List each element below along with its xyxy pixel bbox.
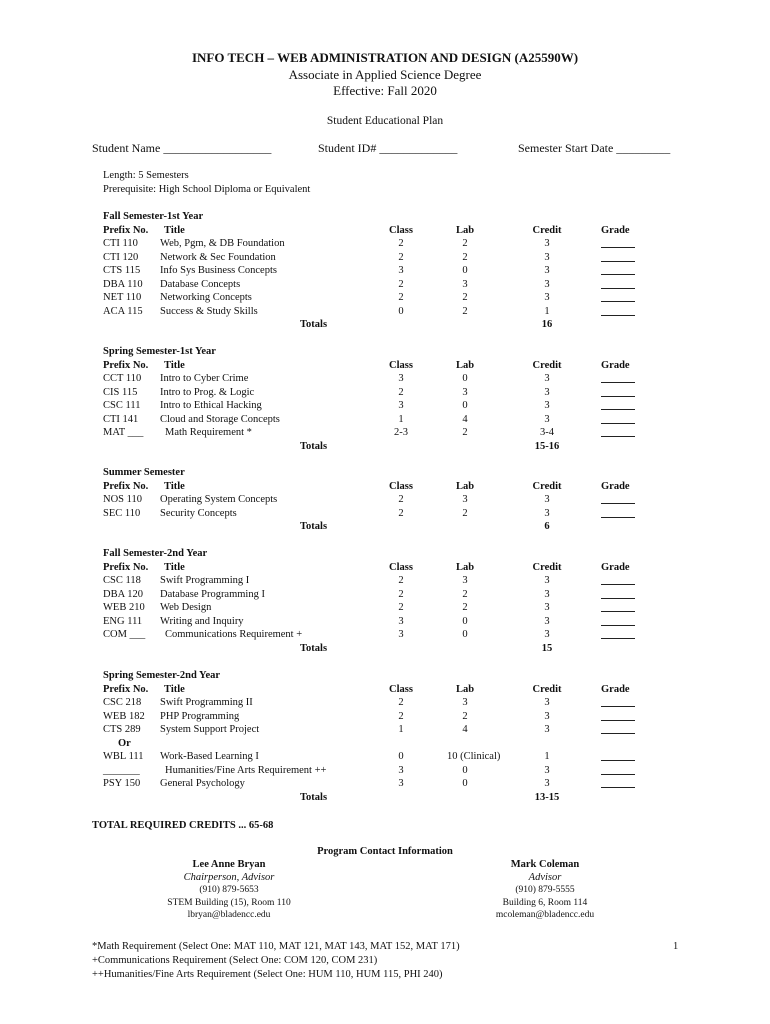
document-title: INFO TECH – WEB ADMINISTRATION AND DESIGN (A25590W): [191, 50, 579, 65]
course-prefix: DBA 120: [103, 588, 143, 600]
course-class-hours: 2: [398, 251, 404, 263]
column-header-row: [0, 562, 770, 576]
col-title-header: Title: [164, 480, 185, 492]
program-length: Length: 5 Semesters: [103, 170, 189, 181]
course-class-hours: 2: [398, 575, 404, 586]
course-prefix: CTS 289: [103, 724, 141, 735]
col-credit-header: Credit: [532, 683, 562, 695]
col-grade-header: Grade: [601, 224, 630, 236]
col-title-header: Title: [164, 359, 185, 371]
course-row: [0, 400, 770, 414]
course-class-hours: 2: [398, 588, 404, 600]
grade-blank: [601, 427, 635, 440]
course-lab-hours: 0: [462, 764, 468, 776]
or-separator-row: [0, 738, 770, 752]
totals-row: [0, 643, 770, 657]
col-grade-header: Grade: [601, 480, 630, 492]
course-credits: 3: [544, 251, 550, 263]
footnote-humanities: ++Humanities/Fine Arts Requirement (Select One: HUM 110, HUM 115, PHI 240): [92, 969, 443, 980]
totals-label: Totals: [300, 521, 328, 532]
course-credits: 1: [544, 305, 550, 317]
footnote-communications: +Communications Requirement (Select One: COM 120, COM 231): [92, 955, 378, 966]
totals-row: [0, 441, 770, 455]
course-title: Success & Study Skills: [160, 305, 258, 317]
course-prefix: WEB 182: [103, 710, 145, 722]
course-lab-hours: 2: [462, 305, 468, 317]
grade-line: [601, 252, 635, 262]
contact-phone: (910) 879-5653: [199, 885, 259, 895]
course-class-hours: 1: [398, 724, 404, 735]
course-title: System Support Project: [160, 724, 260, 735]
course-class-hours: 2: [398, 494, 404, 505]
course-class-hours: 3: [398, 400, 404, 411]
course-class-hours: 2: [398, 602, 404, 613]
course-lab-hours: 0: [462, 778, 468, 789]
totals-row: [0, 319, 770, 333]
grade-line: [601, 575, 635, 585]
grade-line: [601, 373, 635, 383]
grade-line: [601, 279, 635, 289]
course-title: PHP Programming: [160, 710, 240, 722]
grade-blank: [601, 494, 635, 507]
course-lab-hours: 2: [462, 507, 468, 519]
course-lab-hours: 0: [462, 400, 468, 411]
course-class-hours: 2: [398, 292, 404, 303]
semester-total-credits: 16: [541, 319, 553, 330]
course-lab-hours: 3: [462, 278, 468, 290]
course-class-hours: 2: [398, 507, 404, 519]
course-title: Web, Pgm, & DB Foundation: [160, 238, 285, 249]
course-lab-hours: 3: [462, 386, 468, 398]
semester-title: Spring Semester-2nd Year: [103, 670, 221, 681]
grade-blank: [601, 765, 635, 778]
grade-blank: [601, 629, 635, 642]
course-class-hours: 3: [398, 373, 404, 384]
course-credits: 1: [544, 751, 550, 762]
col-prefix-header: Prefix No.: [103, 683, 149, 695]
course-lab-hours: 2: [462, 710, 468, 722]
col-prefix-header: Prefix No.: [103, 359, 149, 371]
course-title: Swift Programming II: [160, 697, 253, 708]
grade-blank: [601, 724, 635, 737]
col-title-header: Title: [164, 561, 185, 573]
course-lab-hours: 0: [462, 629, 468, 640]
course-prefix: COM ___: [103, 629, 146, 640]
col-grade-header: Grade: [601, 561, 630, 573]
course-lab-hours: 10 (Clinical): [447, 751, 501, 762]
course-lab-hours: 0: [462, 615, 468, 627]
grade-line: [601, 629, 635, 639]
degree-subtitle: Associate in Applied Science Degree: [288, 67, 482, 82]
col-lab-header: Lab: [455, 561, 475, 573]
course-row: [0, 387, 770, 401]
grade-blank: [601, 616, 635, 629]
course-row: [0, 252, 770, 266]
course-row: [0, 238, 770, 252]
effective-date: Effective: Fall 2020: [333, 83, 437, 98]
semester-title: Spring Semester-1st Year: [103, 346, 216, 357]
course-credits: 3: [544, 764, 550, 776]
totals-row: [0, 521, 770, 535]
course-row: [0, 697, 770, 711]
course-credits: 3: [544, 265, 550, 276]
semester-title-row: [0, 211, 770, 225]
course-prefix: ACA 115: [103, 305, 143, 317]
course-credits: 3: [544, 778, 550, 789]
semester-title-row: [0, 346, 770, 360]
semester-block: [0, 670, 770, 810]
grade-line: [601, 589, 635, 599]
course-row: [0, 616, 770, 630]
col-title-header: Title: [164, 224, 185, 236]
semester-total-credits: 15-16: [534, 440, 560, 452]
contact-name: Mark Coleman: [510, 859, 580, 870]
course-lab-hours: 4: [462, 724, 468, 735]
col-grade-header: Grade: [601, 683, 630, 695]
course-prefix: MAT ___: [103, 427, 144, 438]
grade-blank: [601, 252, 635, 265]
grade-blank: [601, 400, 635, 413]
col-lab-header: Lab: [455, 480, 475, 492]
grade-blank: [601, 697, 635, 710]
course-credits: 3: [544, 724, 550, 735]
course-credits: 3: [544, 507, 550, 519]
grade-blank: [601, 265, 635, 278]
course-lab-hours: 2: [462, 292, 468, 303]
course-lab-hours: 3: [462, 494, 468, 505]
grade-blank: [601, 711, 635, 724]
footnote-math: *Math Requirement (Select One: MAT 110, MAT 121, MAT 143, MAT 152, MAT 171): [92, 941, 460, 952]
course-row: [0, 265, 770, 279]
course-credits: 3: [544, 494, 550, 505]
semester-block: [0, 548, 770, 688]
course-row: [0, 427, 770, 441]
course-title: Intro to Prog. & Logic: [160, 386, 255, 398]
course-lab-hours: 2: [462, 238, 468, 249]
plan-heading: Student Educational Plan: [326, 115, 444, 127]
course-lab-hours: 2: [462, 588, 468, 600]
contact-email: lbryan@bladencc.edu: [187, 910, 271, 920]
course-row: [0, 494, 770, 508]
col-class-header: Class: [389, 359, 413, 371]
course-row: [0, 292, 770, 306]
col-prefix-header: Prefix No.: [103, 224, 149, 236]
col-title-header: Title: [164, 683, 185, 695]
semester-block: [0, 211, 770, 351]
course-prefix: CCT 110: [103, 373, 142, 384]
col-credit-header: Credit: [532, 480, 562, 492]
course-class-hours: 2: [398, 238, 404, 249]
course-class-hours: 1: [398, 413, 404, 425]
course-title: Info Sys Business Concepts: [160, 265, 277, 276]
contact-office: Building 6, Room 114: [502, 897, 588, 908]
semester-title-row: [0, 467, 770, 481]
grade-line: [601, 292, 635, 302]
course-title: Swift Programming I: [160, 575, 250, 586]
course-credits: 3-4: [540, 427, 554, 438]
course-class-hours: 2: [398, 278, 404, 290]
student-id-field: Student ID# _____________: [318, 141, 458, 155]
course-title: Intro to Cyber Crime: [160, 373, 249, 384]
course-prefix: ENG 111: [103, 615, 143, 627]
or-label: Or: [118, 737, 131, 749]
course-lab-hours: 3: [462, 697, 468, 708]
grade-blank: [601, 778, 635, 791]
course-title: Network & Sec Foundation: [160, 251, 276, 263]
course-row: [0, 602, 770, 616]
totals-label: Totals: [300, 642, 328, 654]
course-prefix: CTI 120: [103, 251, 139, 263]
course-title: Work-Based Learning I: [160, 751, 259, 762]
course-class-hours: 0: [398, 751, 404, 762]
course-lab-hours: 0: [462, 265, 468, 276]
col-class-header: Class: [389, 480, 413, 492]
course-lab-hours: 2: [462, 427, 468, 438]
course-title: General Psychology: [160, 778, 245, 789]
course-credits: 3: [544, 373, 550, 384]
grade-line: [601, 427, 635, 437]
course-lab-hours: 2: [462, 602, 468, 613]
course-prefix: CTS 115: [103, 265, 141, 276]
course-lab-hours: 2: [462, 251, 468, 263]
course-prefix: DBA 110: [103, 278, 143, 290]
course-row: [0, 575, 770, 589]
course-credits: 3: [544, 710, 550, 722]
course-title: Database Concepts: [160, 278, 241, 290]
grade-line: [601, 508, 635, 518]
contact-card-bryan: [148, 859, 310, 922]
totals-label: Totals: [300, 791, 328, 803]
grade-blank: [601, 292, 635, 305]
course-prefix: CTI 141: [103, 413, 139, 425]
course-row: [0, 589, 770, 603]
course-title: Networking Concepts: [160, 292, 252, 303]
grade-blank: [601, 589, 635, 602]
col-credit-header: Credit: [532, 561, 562, 573]
semester-title-row: [0, 670, 770, 684]
course-row: [0, 778, 770, 792]
grade-blank: [601, 373, 635, 386]
course-title: Database Programming I: [160, 588, 265, 600]
course-lab-hours: 4: [462, 413, 468, 425]
semester-start-field: Semester Start Date _________: [518, 141, 671, 155]
course-prefix: SEC 110: [103, 507, 141, 519]
course-title: Math Requirement *: [165, 427, 252, 438]
course-prefix: CSC 218: [103, 697, 142, 708]
course-class-hours: 2-3: [394, 427, 408, 438]
column-header-row: [0, 481, 770, 495]
course-row: [0, 373, 770, 387]
grade-line: [601, 414, 635, 424]
column-header-row: [0, 684, 770, 698]
course-row: [0, 279, 770, 293]
totals-label: Totals: [300, 440, 328, 452]
course-credits: 3: [544, 238, 550, 249]
semester-total-credits: 13-15: [534, 791, 560, 803]
student-name-field: Student Name __________________: [92, 141, 272, 155]
course-prefix: PSY 150: [103, 778, 141, 789]
contact-email: mcoleman@bladencc.edu: [495, 910, 595, 920]
totals-row: [0, 792, 770, 806]
grade-line: [601, 616, 635, 626]
semester-title-row: [0, 548, 770, 562]
grade-blank: [601, 414, 635, 427]
semester-title: Summer Semester: [103, 467, 185, 478]
course-prefix: NET 110: [103, 292, 142, 303]
grade-line: [601, 265, 635, 275]
course-prefix: NOS 110: [103, 494, 142, 505]
course-lab-hours: 0: [462, 373, 468, 384]
totals-label: Totals: [300, 319, 328, 330]
course-row: [0, 508, 770, 522]
contact-role: Chairperson, Advisor: [183, 871, 275, 883]
grade-line: [601, 724, 635, 734]
col-lab-header: Lab: [455, 224, 475, 236]
semester-total-credits: 15: [541, 642, 553, 654]
column-header-row: [0, 360, 770, 374]
course-credits: 3: [544, 400, 550, 411]
course-title: Intro to Ethical Hacking: [160, 400, 262, 411]
course-class-hours: 3: [398, 629, 404, 640]
course-class-hours: 2: [398, 386, 404, 398]
course-credits: 3: [544, 629, 550, 640]
total-required-credits: TOTAL REQUIRED CREDITS ... 65-68: [92, 820, 274, 831]
semester-title: Fall Semester-1st Year: [103, 211, 204, 222]
grade-line: [601, 387, 635, 397]
contact-phone: (910) 879-5555: [515, 885, 575, 895]
semester-title: Fall Semester-2nd Year: [103, 548, 208, 559]
grade-line: [601, 711, 635, 721]
col-credit-header: Credit: [532, 359, 562, 371]
course-class-hours: 3: [398, 265, 404, 276]
contact-office: STEM Building (15), Room 110: [167, 897, 291, 908]
course-title: Communications Requirement +: [165, 629, 303, 640]
grade-line: [601, 238, 635, 248]
course-row: [0, 711, 770, 725]
course-row: [0, 751, 770, 765]
course-title: Security Concepts: [160, 507, 237, 519]
contact-name: Lee Anne Bryan: [192, 859, 266, 870]
col-lab-header: Lab: [455, 683, 475, 695]
course-row: [0, 414, 770, 428]
course-title: Writing and Inquiry: [160, 615, 244, 627]
course-row: [0, 629, 770, 643]
contact-heading: Program Contact Information: [317, 846, 453, 857]
grade-line: [601, 602, 635, 612]
course-class-hours: 3: [398, 778, 404, 789]
grade-blank: [601, 306, 635, 319]
grade-line: [601, 697, 635, 707]
course-class-hours: 0: [398, 305, 404, 317]
course-prefix: _______: [103, 764, 140, 776]
grade-blank: [601, 508, 635, 521]
course-title: Humanities/Fine Arts Requirement ++: [165, 764, 327, 776]
course-credits: 3: [544, 292, 550, 303]
col-prefix-header: Prefix No.: [103, 561, 149, 573]
course-credits: 3: [544, 588, 550, 600]
course-prefix: CTI 110: [103, 238, 138, 249]
contact-role: Advisor: [528, 871, 562, 883]
grade-blank: [601, 575, 635, 588]
course-credits: 3: [544, 386, 550, 398]
col-credit-header: Credit: [532, 224, 562, 236]
grade-blank: [601, 751, 635, 764]
course-title: Operating System Concepts: [160, 494, 278, 505]
page-number: 1: [673, 941, 679, 952]
grade-line: [601, 400, 635, 410]
course-class-hours: 2: [398, 697, 404, 708]
contact-card-coleman: [464, 859, 626, 922]
col-lab-header: Lab: [455, 359, 475, 371]
course-credits: 3: [544, 615, 550, 627]
grade-blank: [601, 279, 635, 292]
course-prefix: CSC 118: [103, 575, 141, 586]
grade-line: [601, 765, 635, 775]
col-prefix-header: Prefix No.: [103, 480, 149, 492]
col-class-header: Class: [389, 683, 413, 695]
course-title: Cloud and Storage Concepts: [160, 413, 280, 425]
grade-blank: [601, 238, 635, 251]
course-row: [0, 306, 770, 320]
course-row: [0, 724, 770, 738]
course-credits: 3: [544, 697, 550, 708]
col-grade-header: Grade: [601, 359, 630, 371]
grade-blank: [601, 387, 635, 400]
col-class-header: Class: [389, 561, 413, 573]
course-prefix: CIS 115: [103, 386, 138, 398]
course-class-hours: 2: [398, 710, 404, 722]
semester-total-credits: 6: [544, 521, 550, 532]
course-credits: 3: [544, 575, 550, 586]
course-credits: 3: [544, 413, 550, 425]
prerequisite: Prerequisite: High School Diploma or Equivalent: [103, 184, 311, 195]
course-prefix: CSC 111: [103, 400, 141, 411]
grade-line: [601, 751, 635, 761]
course-class-hours: 3: [398, 764, 404, 776]
course-title: Web Design: [160, 602, 212, 613]
course-lab-hours: 3: [462, 575, 468, 586]
course-class-hours: 3: [398, 615, 404, 627]
course-credits: 3: [544, 278, 550, 290]
col-class-header: Class: [389, 224, 413, 236]
course-prefix: WBL 111: [103, 751, 144, 762]
course-row: [0, 765, 770, 779]
column-header-row: [0, 225, 770, 239]
grade-line: [601, 494, 635, 504]
course-credits: 3: [544, 602, 550, 613]
grade-blank: [601, 602, 635, 615]
semester-block: [0, 346, 770, 486]
grade-line: [601, 306, 635, 316]
course-prefix: WEB 210: [103, 602, 145, 613]
grade-line: [601, 778, 635, 788]
